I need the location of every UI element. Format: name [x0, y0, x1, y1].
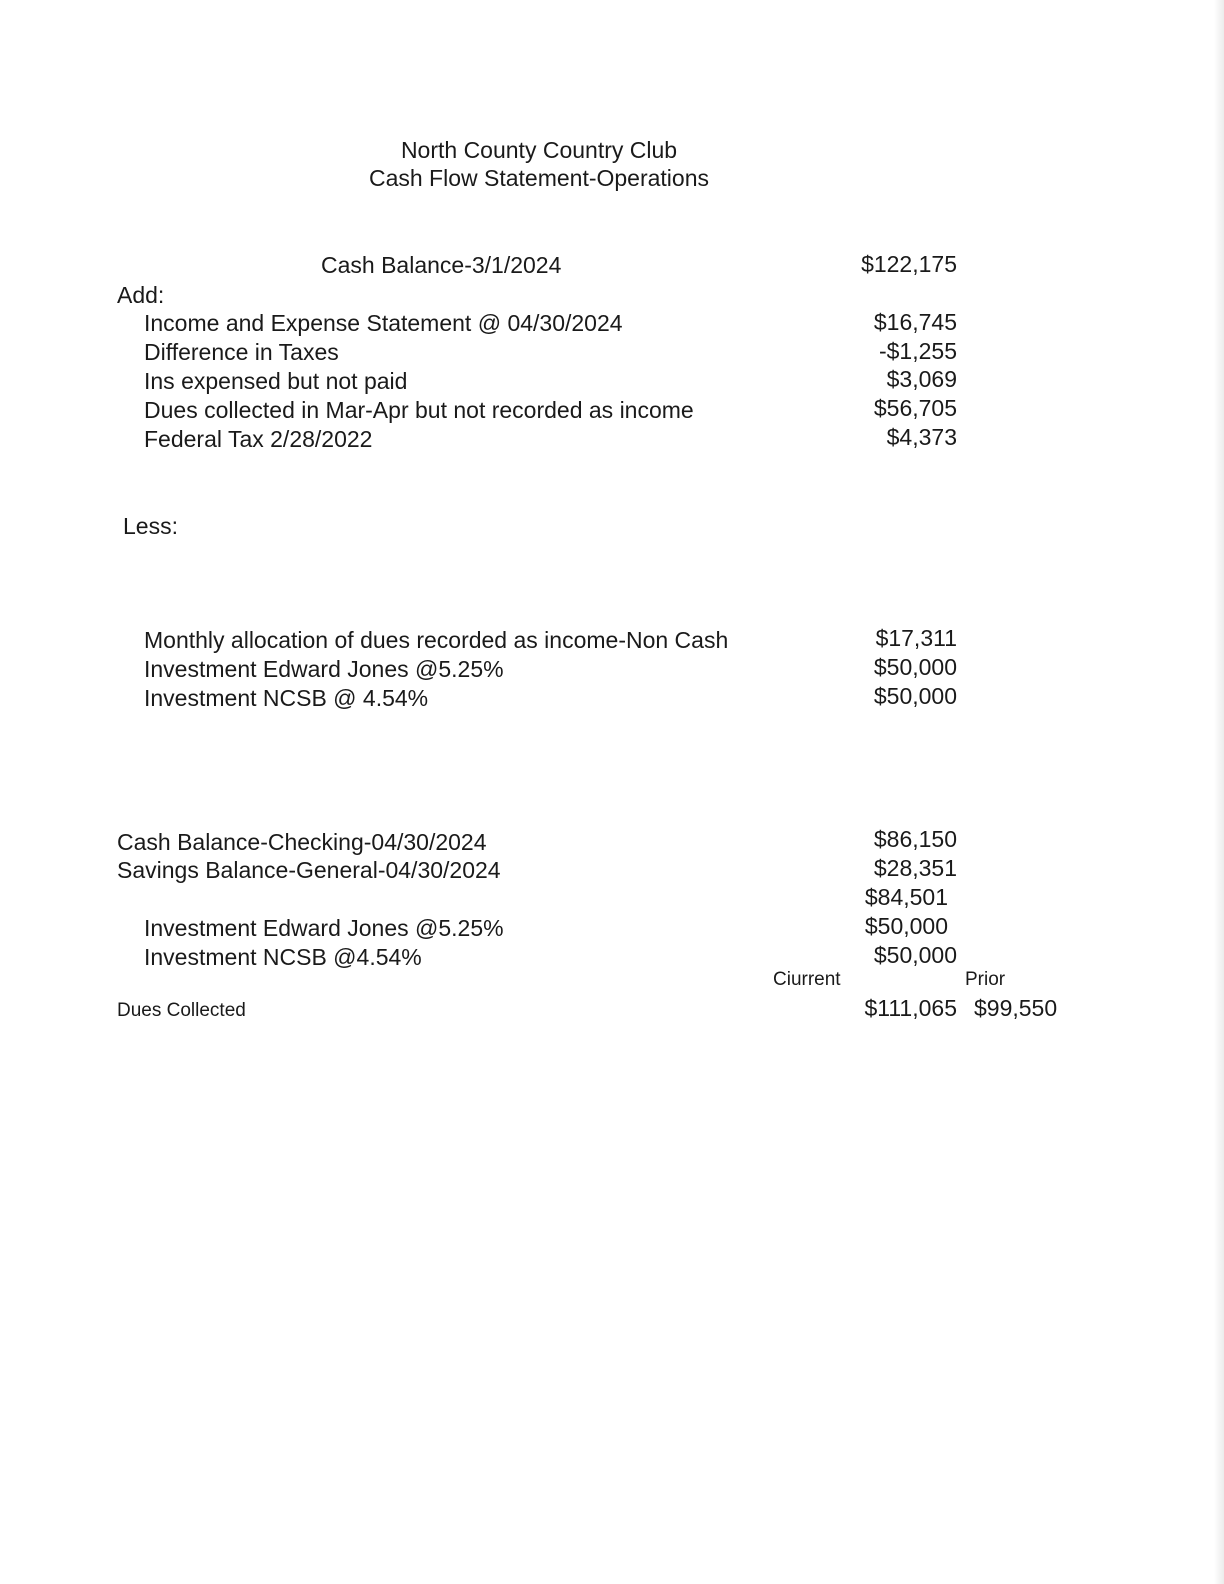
edward-jones-value: $50,000	[864, 913, 948, 939]
add-item-label: Dues collected in Mar-Apr but not recorded as income	[144, 397, 694, 423]
org-name: North County Country Club	[400, 137, 678, 163]
scan-edge-shadow	[1214, 0, 1224, 1584]
opening-balance-label: Cash Balance-3/1/2024	[321, 252, 562, 278]
dues-current-header: Ciurrent	[773, 969, 841, 990]
savings-balance-value: $28,351	[873, 855, 957, 881]
dues-current-value: $111,065	[864, 995, 957, 1021]
less-item-value: $50,000	[873, 683, 957, 709]
dues-collected-label: Dues Collected	[117, 1000, 246, 1021]
add-item-value: $56,705	[873, 395, 957, 421]
checking-balance-value: $86,150	[873, 826, 957, 852]
ncsb-value: $50,000	[873, 942, 957, 968]
document-title: Cash Flow Statement-Operations	[368, 165, 710, 191]
add-item-label: Federal Tax 2/28/2022	[144, 426, 373, 452]
add-item-label: Difference in Taxes	[144, 339, 339, 365]
add-item-label: Ins expensed but not paid	[144, 368, 408, 394]
dues-prior-header: Prior	[965, 969, 1006, 990]
add-item-value: -$1,255	[878, 338, 957, 364]
opening-balance-value: $122,175	[861, 251, 957, 277]
add-item-value: $16,745	[873, 309, 957, 335]
savings-balance-label: Savings Balance-General-04/30/2024	[117, 857, 501, 883]
add-item-value: $4,373	[886, 424, 957, 450]
balances-subtotal: $84,501	[864, 884, 948, 910]
add-heading: Add:	[117, 282, 165, 308]
less-heading: Less:	[123, 513, 178, 539]
ncsb-label: Investment NCSB @4.54%	[144, 944, 422, 970]
add-item-value: $3,069	[886, 366, 957, 392]
less-item-label: Monthly allocation of dues recorded as income-Non Cash	[144, 627, 729, 653]
edward-jones-label: Investment Edward Jones @5.25%	[144, 915, 504, 941]
dues-prior-value: $99,550	[974, 995, 1058, 1021]
checking-balance-label: Cash Balance-Checking-04/30/2024	[117, 829, 487, 855]
less-item-value: $17,311	[875, 625, 957, 651]
add-item-label: Income and Expense Statement @ 04/30/2024	[144, 310, 623, 336]
less-item-label: Investment Edward Jones @5.25%	[144, 656, 504, 682]
less-item-value: $50,000	[873, 654, 957, 680]
less-item-label: Investment NCSB @ 4.54%	[144, 685, 429, 711]
